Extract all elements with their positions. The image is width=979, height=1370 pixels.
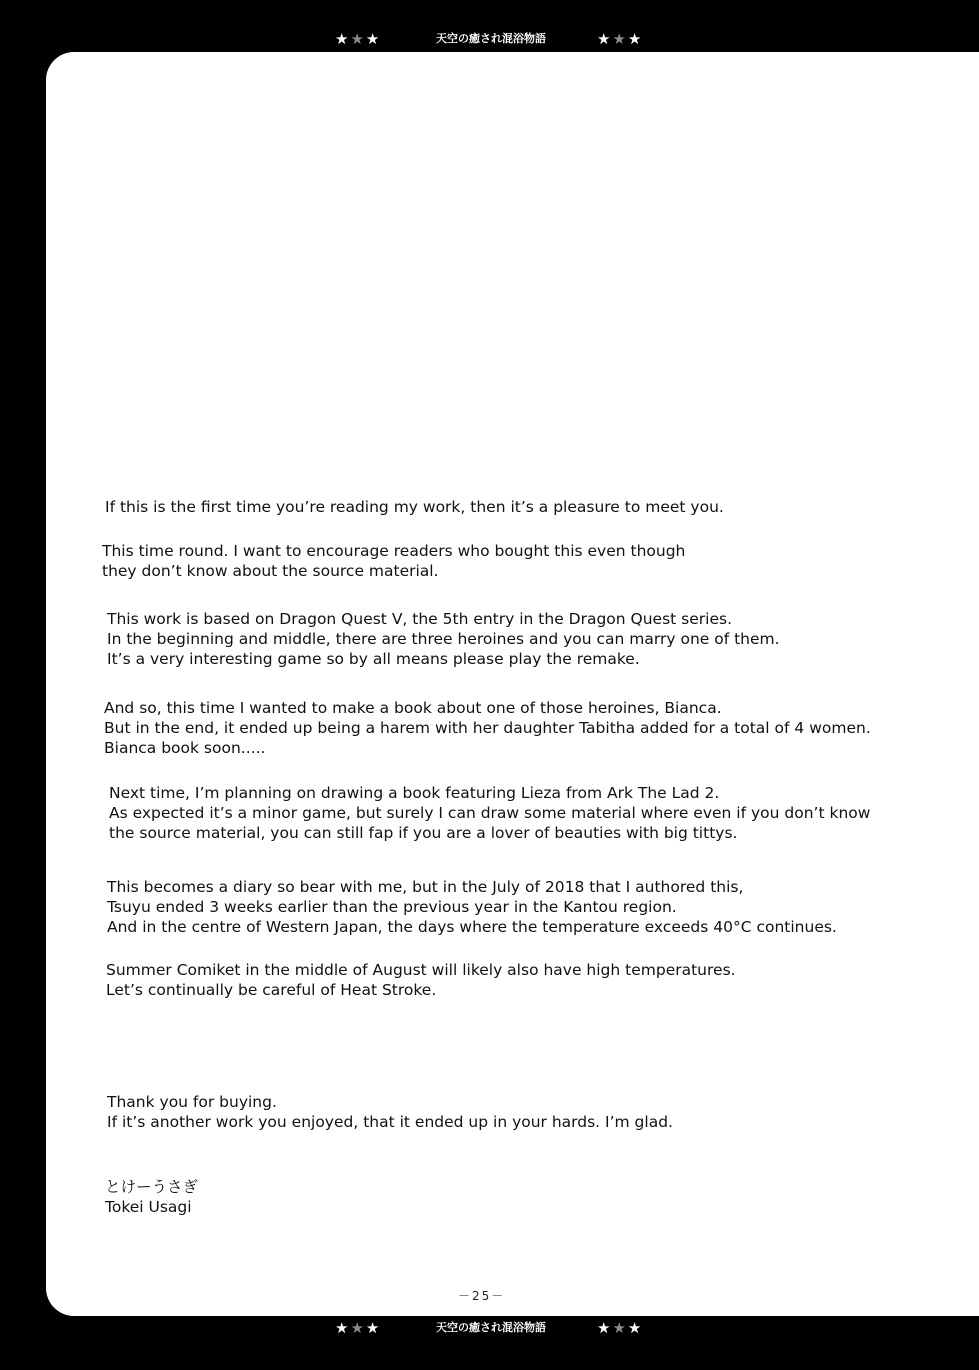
header-title: 天空の癒され混浴物語 <box>436 32 546 45</box>
text-line: If it’s another work you enjoyed, that it ended up in your hards. I’m glad. <box>107 1113 673 1131</box>
star-icon: ★ <box>350 1319 366 1337</box>
star-icon: ★ <box>612 1319 628 1337</box>
star-icon: ★ <box>597 30 613 48</box>
paragraph-next-time <box>109 783 870 843</box>
text-line: Next time, I’m planning on drawing a book featuring Lieza from Ark The Lad 2. <box>109 784 720 802</box>
text-line: As expected it’s a minor game, but surely I can draw some material where even if you don’t know <box>109 804 871 822</box>
text-line: This time round. I want to encourage readers who bought this even though <box>102 542 686 560</box>
paragraph-readers <box>102 541 685 581</box>
star-icon: ★ <box>335 1319 351 1337</box>
star-icon: ★ <box>627 30 644 48</box>
author-name-japanese: とけーうさぎ <box>105 1178 199 1196</box>
text-line: This work is based on Dragon Quest V, the 5th entry in the Dragon Quest series. <box>107 610 733 628</box>
footer-stars-right <box>597 1316 643 1340</box>
text-line: This becomes a diary so bear with me, but in the July of 2018 that I authored this, <box>107 878 744 896</box>
star-icon: ★ <box>350 30 366 48</box>
star-icon: ★ <box>612 30 628 48</box>
paragraph-bianca <box>104 698 871 758</box>
star-icon: ★ <box>627 1319 644 1337</box>
footer-stars-left <box>335 1316 381 1340</box>
text-line: It’s a very interesting game so by all means please play the remake. <box>107 650 640 668</box>
text-line: they don’t know about the source material. <box>102 562 439 580</box>
star-icon: ★ <box>365 1319 382 1337</box>
star-icon: ★ <box>597 1319 613 1337</box>
paragraph-source <box>107 609 780 669</box>
footer-title: 天空の癒され混浴物語 <box>436 1321 546 1334</box>
author-name-romaji: Tokei Usagi <box>105 1198 192 1216</box>
text-line: But in the end, it ended up being a harem with her daughter Tabitha added for a total of 4 women. <box>104 719 871 737</box>
text-line: the source material, you can still fap if you are a lover of beauties with big tittys. <box>109 824 738 842</box>
star-icon: ★ <box>335 30 351 48</box>
footer-band <box>0 1316 979 1340</box>
paragraph-comiket <box>106 960 736 1000</box>
text-line: Bianca book soon..... <box>104 739 266 757</box>
text-line: Let’s continually be careful of Heat Stroke. <box>106 981 437 999</box>
paragraph-diary <box>107 877 837 937</box>
header-stars-left <box>335 27 381 51</box>
paragraph-thanks <box>107 1092 673 1132</box>
header-stars-right <box>597 27 643 51</box>
star-icon: ★ <box>365 30 382 48</box>
page-number: －25－ <box>458 1289 506 1303</box>
text-line: If this is the first time you’re reading my work, then it’s a pleasure to meet you. <box>105 498 724 516</box>
author-signature <box>105 1177 198 1217</box>
text-line: Thank you for buying. <box>107 1093 277 1111</box>
text-line: Summer Comiket in the middle of August will likely also have high temperatures. <box>106 961 736 979</box>
text-line: And so, this time I wanted to make a book about one of those heroines, Bianca. <box>104 699 722 717</box>
header-band <box>0 27 979 51</box>
text-line: And in the centre of Western Japan, the days where the temperature exceeds 40°C continues. <box>107 918 837 936</box>
text-line: Tsuyu ended 3 weeks earlier than the previous year in the Kantou region. <box>107 898 677 916</box>
paragraph-greeting <box>105 497 724 517</box>
text-line: In the beginning and middle, there are three heroines and you can marry one of them. <box>107 630 780 648</box>
